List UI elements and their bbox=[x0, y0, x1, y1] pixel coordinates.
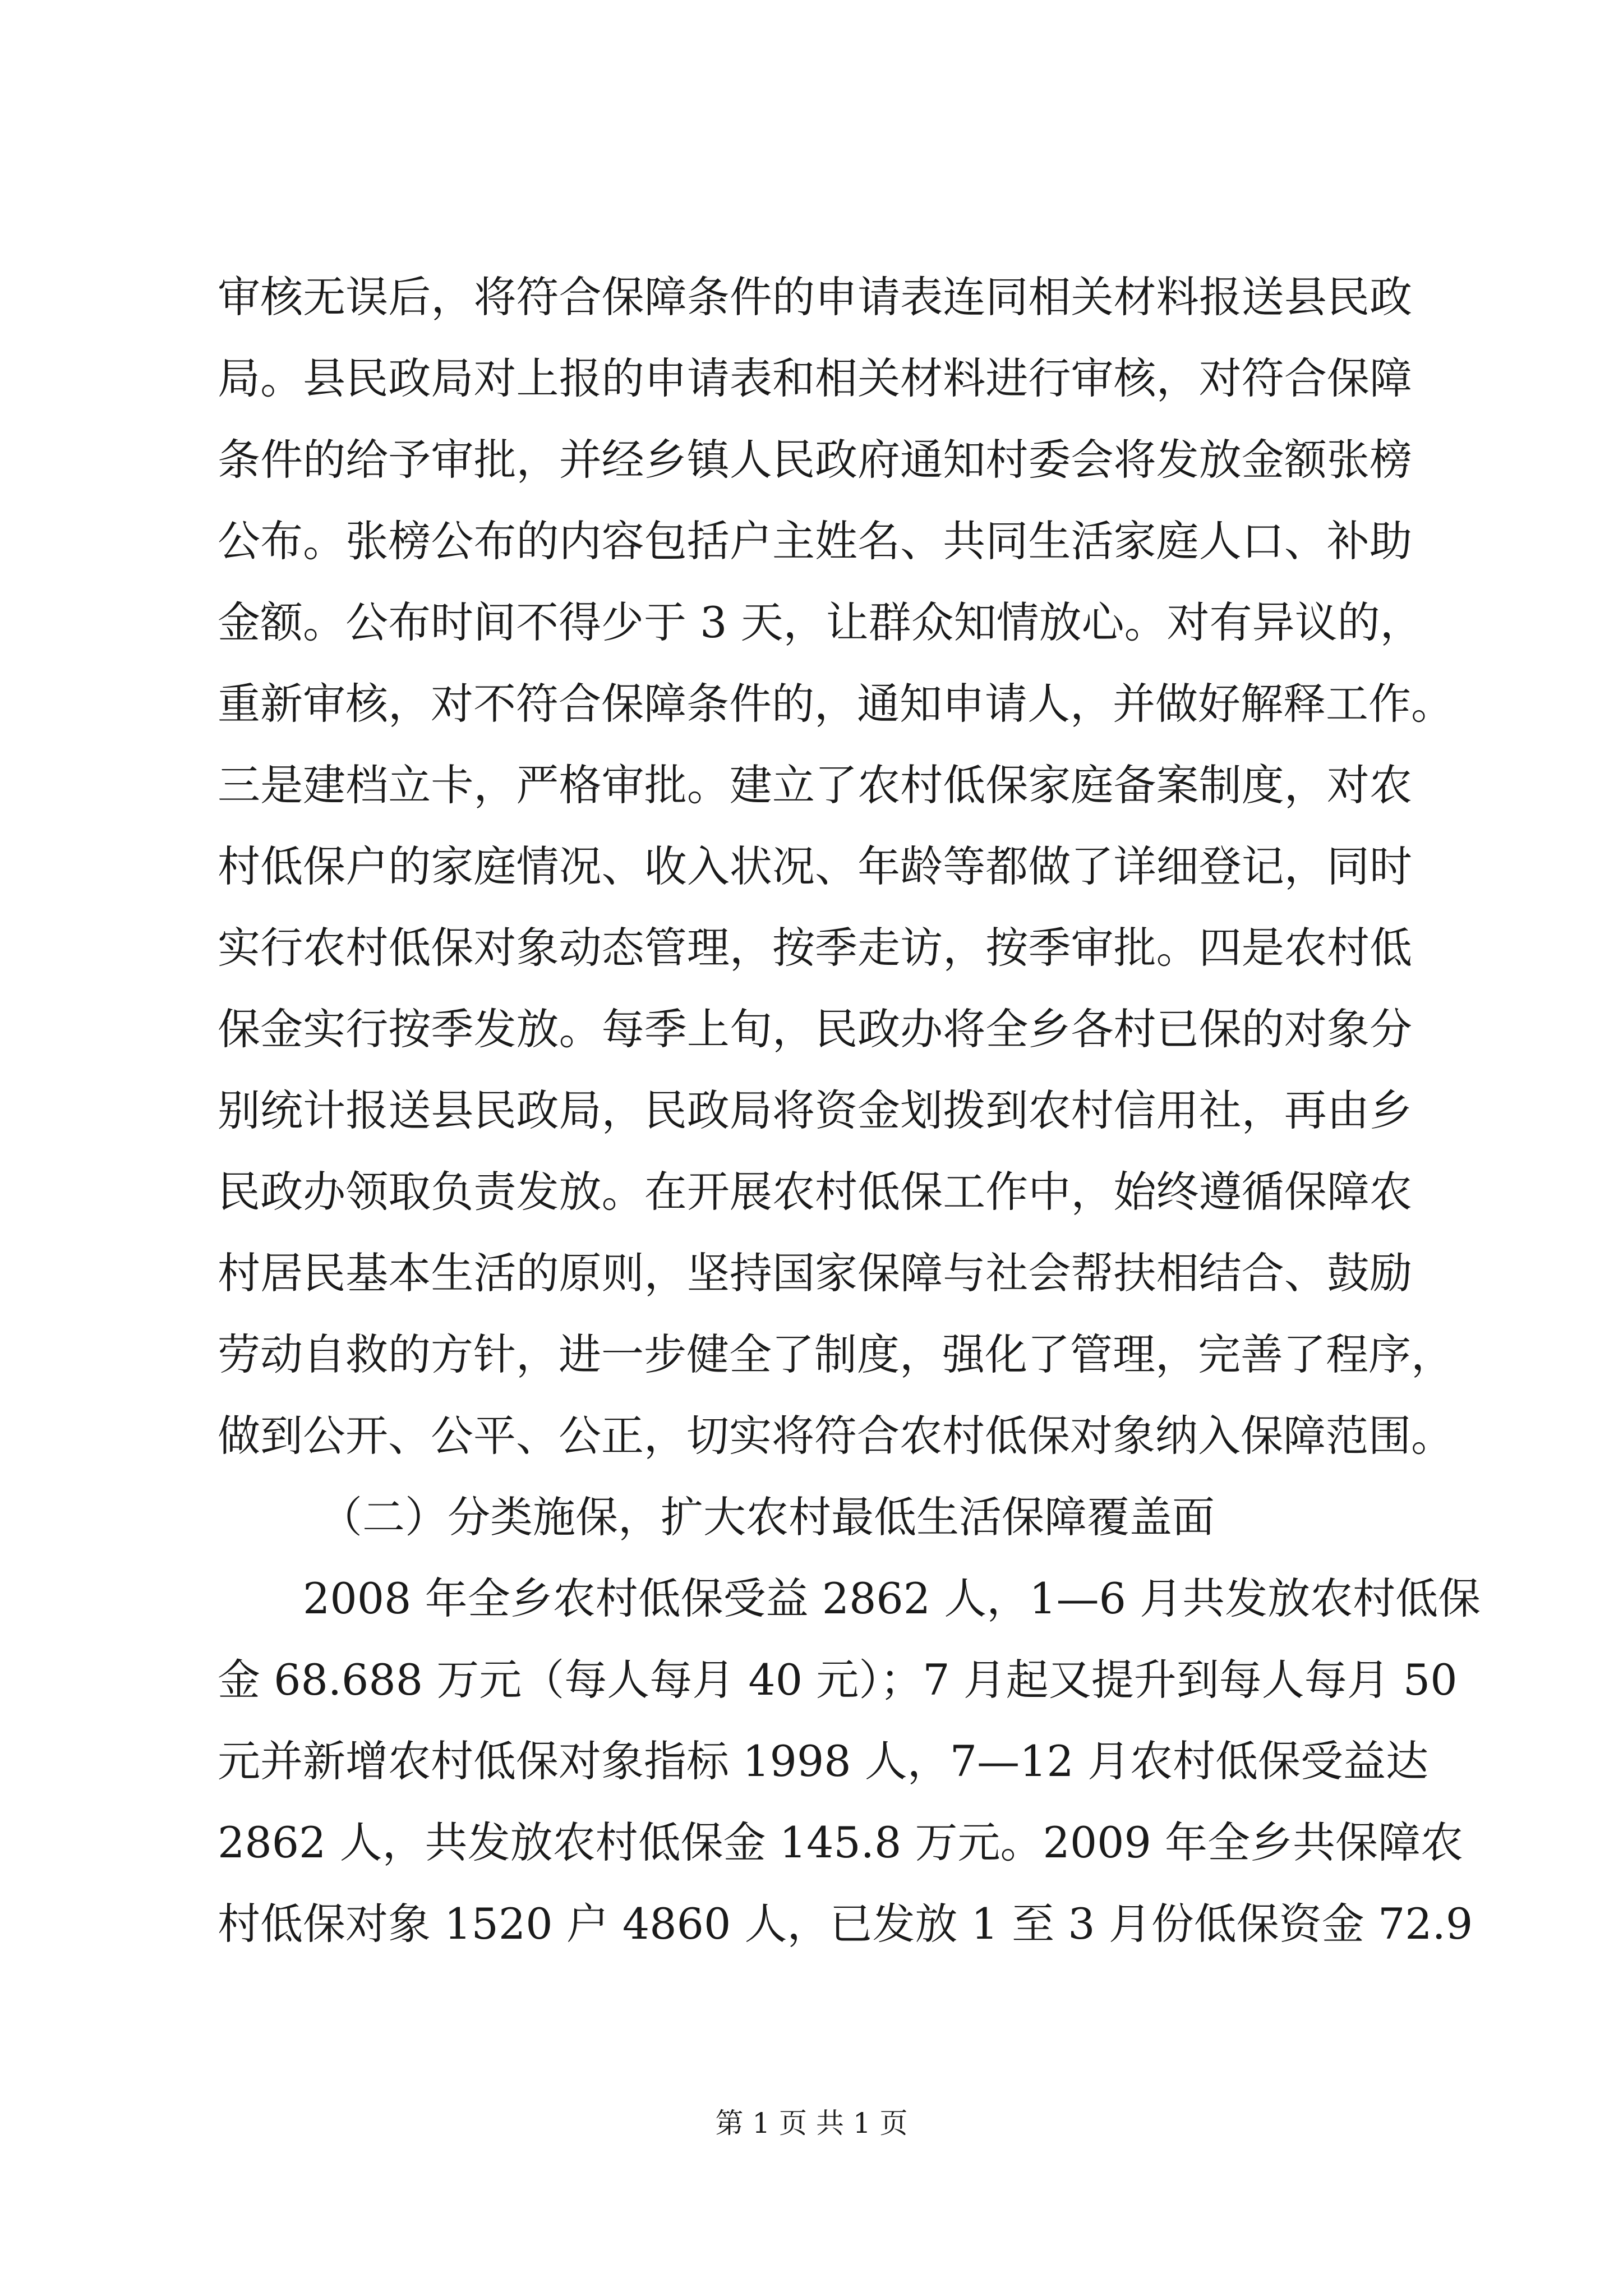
body-text-line: 村居民基本生活的原则，坚持国家保障与社会帮扶相结合、鼓励 bbox=[218, 1248, 1412, 1298]
body-text-line: 金 68.688 万元（每人每月 40 元）；7 月起又提升到每人每月 50 bbox=[218, 1655, 1458, 1705]
body-text-line: 2008 年全乡农村低保受益 2862 人，1—6 月共发放农村低保 bbox=[303, 1573, 1481, 1623]
body-text-line: 劳动自救的方针，进一步健全了制度，强化了管理，完善了程序， bbox=[218, 1329, 1454, 1379]
body-text-line: 2862 人，共发放农村低保金 145.8 万元。2009 年全乡共保障农 bbox=[218, 1818, 1464, 1867]
section-heading: （二）分类施保，扩大农村最低生活保障覆盖面 bbox=[320, 1492, 1215, 1542]
body-text-line: 公布。张榜公布的内容包括户主姓名、共同生活家庭人口、补助 bbox=[218, 516, 1412, 566]
body-text-line: 村低保对象 1520 户 4860 人，已发放 1 至 3 月份低保资金 72.9 bbox=[218, 1899, 1473, 1949]
body-text-line: 金额。公布时间不得少于 3 天，让群众知情放心。对有异议的， bbox=[218, 597, 1423, 647]
body-text-line: 实行农村低保对象动态管理，按季走访，按季审批。四是农村低 bbox=[218, 923, 1412, 973]
body-text-line: 三是建档立卡，严格审批。建立了农村低保家庭备案制度，对农 bbox=[218, 760, 1412, 810]
body-text-line: 民政办领取负责发放。在开展农村低保工作中，始终遵循保障农 bbox=[218, 1167, 1412, 1217]
body-text-line: 重新审核，对不符合保障条件的，通知申请人，并做好解释工作。 bbox=[218, 679, 1454, 729]
body-text-line: 村低保户的家庭情况、收入状况、年龄等都做了详细登记，同时 bbox=[218, 841, 1412, 891]
body-text-line: 审核无误后，将符合保障条件的申请表连同相关材料报送县民政 bbox=[218, 272, 1412, 322]
body-text-line: 别统计报送县民政局，民政局将资金划拨到农村信用社，再由乡 bbox=[218, 1085, 1412, 1135]
body-text-line: 局。县民政局对上报的申请表和相关材料进行审核，对符合保障 bbox=[218, 353, 1412, 403]
body-text-line: 条件的给予审批，并经乡镇人民政府通知村委会将发放金额张榜 bbox=[218, 435, 1412, 485]
page-number-footer: 第 1 页 共 1 页 bbox=[715, 2107, 908, 2139]
body-text-line: 保金实行按季发放。每季上旬，民政办将全乡各村已保的对象分 bbox=[218, 1004, 1412, 1054]
body-text-line: 元并新增农村低保对象指标 1998 人，7—12 月农村低保受益达 bbox=[218, 1736, 1428, 1786]
body-text-line: 做到公开、公平、公正，切实将符合农村低保对象纳入保障范围。 bbox=[218, 1411, 1454, 1461]
